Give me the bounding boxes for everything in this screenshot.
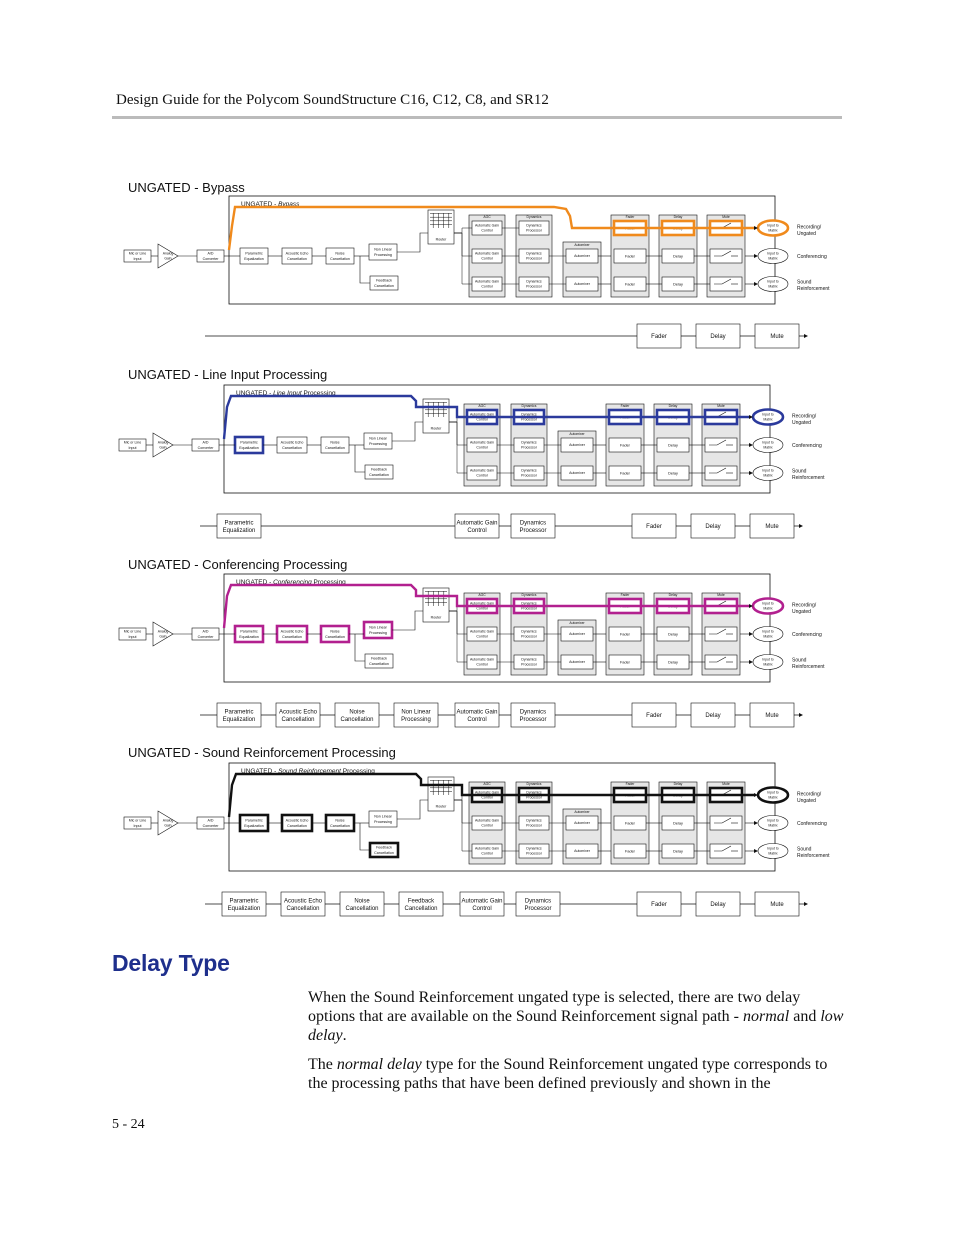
summary-block-label-line: Fader — [646, 713, 662, 720]
analog-gain-label-line: Gain — [164, 256, 172, 261]
ad-converter-block-label-line: A/D — [207, 818, 214, 823]
parametric-eq-block-label-line: Parametric — [245, 251, 263, 256]
feedback-block-label-line: Feedback — [376, 845, 392, 850]
agc-block-label-line: Control — [476, 662, 488, 667]
fader-block-label-line: Fader — [620, 443, 630, 448]
summary-block-label-line: Processor — [519, 716, 547, 723]
nonlinear-block-label-line: Processing — [374, 819, 392, 824]
summary-block-label-line: Cancellation — [286, 905, 320, 912]
acoustic-echo-block-label-line: Acoustic Echo — [280, 629, 304, 634]
dynamics-block-label-line: Processor — [521, 473, 537, 478]
summary-block-label-line: Control — [467, 527, 487, 534]
section-title-line-input: UNGATED - Line Input Processing — [128, 367, 328, 382]
input-to-matrix-label-line: Input to — [762, 412, 774, 417]
summary-block-label-line: Control — [467, 716, 487, 723]
summary-block-label-line: Cancellation — [345, 905, 379, 912]
feedback-block-label-line: Cancellation — [369, 472, 389, 477]
input-to-matrix-label-line: Matrix — [768, 284, 778, 289]
summary-block-label-line: Equalization — [222, 527, 256, 534]
mic-input-block-label-line: Mic or Line — [123, 629, 142, 634]
diagram-sound-reinforcement — [0, 755, 954, 920]
input-to-matrix-label-line: Matrix — [763, 445, 773, 450]
dynamics-header-line: Dynamics — [521, 404, 537, 409]
noise-cancellation-block-label-line: Cancellation — [325, 634, 345, 639]
diagram-caption: UNGATED - Conferencing Processing — [236, 579, 346, 586]
summary-block-label-line: Noise — [349, 709, 365, 716]
router-label-line: Router — [435, 237, 447, 242]
mic-input-block-label-line: Mic or Line — [128, 251, 147, 256]
ad-converter-block-label-line: A/D — [202, 629, 209, 634]
delay-block-label-line: Delay — [668, 443, 678, 448]
agc-block-label-line: Control — [481, 823, 493, 828]
summary-arrow — [804, 902, 808, 906]
nonlinear-block-label-line: Processing — [369, 441, 387, 446]
summary-block-label-line: Dynamics — [524, 898, 552, 905]
input-to-matrix-label-line: Input to — [762, 601, 774, 606]
diagram-caption: UNGATED - Line Input Processing — [236, 390, 336, 397]
router-label-line: Router — [435, 804, 447, 809]
feedback-block-label-line: Feedback — [376, 278, 392, 283]
summary-arrow — [799, 713, 803, 717]
delay-block-label-line: Delay — [673, 226, 683, 231]
mute-header-line: Mute — [722, 215, 730, 220]
analog-gain-label-line: Gain — [164, 823, 172, 828]
output-recording-line: Ungated — [797, 231, 816, 237]
input-to-matrix-label-line: Matrix — [763, 417, 773, 422]
output-sound-reinforcement-line: Reinforcement — [792, 664, 825, 670]
dynamics-block-label-line: Dynamics — [521, 440, 537, 445]
automixer-block-label-line: Automixer — [569, 660, 585, 665]
delay-header-line: Delay — [673, 782, 683, 787]
output-sound-reinforcement-line: Sound — [792, 468, 807, 475]
input-to-matrix-label-line: Input to — [767, 818, 779, 823]
agc-block-label-line: Control — [481, 851, 493, 856]
mute-header-line: Mute — [717, 404, 725, 409]
router-label-line: Router — [430, 426, 442, 431]
fader-block-label-line: Fader — [620, 632, 630, 637]
output-sound-reinforcement-line: Sound — [797, 846, 812, 853]
diagram-bypass — [0, 188, 954, 353]
agc-block-label-line: Automatic Gain — [475, 279, 499, 284]
fader-header-line: Fader — [620, 404, 630, 409]
agc-block-label-line: Automatic Gain — [470, 440, 494, 445]
summary-block-label-line: Control — [472, 905, 492, 912]
ad-converter-block-label-line: A/D — [202, 440, 209, 445]
summary-block-label-line: Noise — [354, 898, 370, 905]
summary-block-label-line: Automatic Gain — [456, 520, 498, 527]
summary-block-label-line: Fader — [651, 334, 667, 341]
analog-gain-label-line: Analog — [162, 251, 174, 256]
agc-header-line: AGC — [478, 593, 486, 598]
automixer-header-line: Automixer — [569, 621, 585, 626]
dynamics-block-label-line: Dynamics — [526, 223, 542, 228]
agc-block-label-line: Automatic Gain — [470, 468, 494, 473]
summary-block-label-line: Processor — [519, 527, 547, 534]
noise-cancellation-block-label-line: Cancellation — [325, 445, 345, 450]
summary-block-label-line: Mute — [765, 713, 779, 720]
delay-header-line: Delay — [673, 215, 683, 220]
input-to-matrix-label-line: Matrix — [768, 851, 778, 856]
automixer-block-label-line: Automixer — [574, 282, 590, 287]
output-sound-reinforcement-line: Reinforcement — [792, 475, 825, 481]
noise-cancellation-block-label-line: Cancellation — [330, 823, 350, 828]
summary-block-label-line: Mute — [765, 524, 779, 531]
paragraph-delay-options: When the Sound Reinforcement ungated type is selected, there are two delay options that are available on the Sound Reinforcement signal path - normal and low delay. — [308, 989, 844, 1044]
agc-block-label-line: Control — [476, 606, 488, 611]
section-title-sound-reinforcement: UNGATED - Sound Reinforcement Processing — [128, 745, 396, 760]
summary-block-label-line: Non Linear — [401, 709, 431, 716]
input-to-matrix-label-line: Input to — [767, 790, 779, 795]
router-label-line: Router — [430, 615, 442, 620]
agc-header-line: AGC — [478, 404, 486, 409]
input-to-matrix-label-line: Input to — [767, 251, 779, 256]
input-to-matrix-label-line: Matrix — [768, 228, 778, 233]
acoustic-echo-block-label-line: Cancellation — [282, 634, 302, 639]
dynamics-block-label-line: Processor — [521, 445, 537, 450]
fader-header-line: Fader — [625, 782, 635, 787]
output-conferencing-line: Conferencing — [792, 442, 822, 449]
feedback-block-label-line: Cancellation — [374, 283, 394, 288]
analog-gain-label-line: Gain — [159, 634, 167, 639]
ad-converter-block-label-line: Converter — [197, 445, 214, 450]
output-recording-line: Ungated — [792, 609, 811, 615]
nonlinear-block-label-line: Non Linear — [369, 436, 387, 441]
dynamics-block-label-line: Dynamics — [526, 790, 542, 795]
input-to-matrix-label-line: Matrix — [763, 662, 773, 667]
fader-block-label-line: Fader — [625, 849, 635, 854]
output-recording-line: Ungated — [792, 420, 811, 426]
summary-block-label-line: Fader — [646, 524, 662, 531]
input-to-matrix-label-line: Input to — [762, 468, 774, 473]
summary-block-label-line: Cancellation — [404, 905, 438, 912]
dynamics-block-label-line: Processor — [526, 795, 542, 800]
output-sound-reinforcement-line: Sound — [792, 657, 807, 664]
ad-converter-block-label-line: Converter — [197, 634, 214, 639]
output-recording-line: Recording/ — [797, 224, 822, 231]
summary-block-label-line: Equalization — [227, 905, 261, 912]
noise-cancellation-block-label-line: Noise — [330, 440, 340, 445]
parametric-eq-block-label-line: Equalization — [239, 445, 259, 450]
output-recording-line: Recording/ — [792, 602, 817, 609]
summary-block-label-line: Delay — [705, 524, 721, 531]
agc-block-label-line: Control — [481, 256, 493, 261]
output-conferencing-line: Conferencing — [792, 631, 822, 638]
agc-block-label-line: Automatic Gain — [470, 629, 494, 634]
nonlinear-block-label-line: Processing — [374, 252, 392, 257]
output-conferencing-line: Conferencing — [797, 253, 827, 260]
dynamics-block-label-line: Dynamics — [526, 279, 542, 284]
agc-block-label-line: Control — [481, 795, 493, 800]
dynamics-block-label-line: Processor — [526, 851, 542, 856]
output-sound-reinforcement-line: Sound — [797, 279, 812, 286]
feedback-block-label-line: Cancellation — [369, 661, 389, 666]
dynamics-block-label-line: Processor — [526, 256, 542, 261]
header-rule — [112, 116, 842, 119]
feedback-block-label-line: Feedback — [371, 467, 387, 472]
input-to-matrix-label-line: Input to — [762, 440, 774, 445]
summary-block-label-line: Cancellation — [281, 716, 315, 723]
summary-block-label-line: Feedback — [407, 898, 435, 905]
nonlinear-block-label-line: Non Linear — [374, 814, 392, 819]
automixer-header-line: Automixer — [574, 810, 590, 815]
output-recording-line: Recording/ — [792, 413, 817, 420]
acoustic-echo-block-label-line: Acoustic Echo — [285, 251, 309, 256]
automixer-block-label-line: Automixer — [569, 471, 585, 476]
agc-block-label-line: Control — [481, 228, 493, 233]
agc-block-label-line: Control — [476, 634, 488, 639]
delay-block-label-line: Delay — [668, 415, 678, 420]
acoustic-echo-block-label-line: Cancellation — [287, 256, 307, 261]
fader-block-label-line: Fader — [625, 254, 635, 259]
agc-block-label-line: Automatic Gain — [470, 412, 494, 417]
diagram-caption: UNGATED - Bypass — [241, 201, 300, 208]
dynamics-block-label-line: Processor — [526, 823, 542, 828]
input-to-matrix-label-line: Input to — [762, 657, 774, 662]
analog-gain-label-line: Analog — [157, 629, 169, 634]
diagram-conferencing — [0, 566, 954, 731]
dynamics-block-label-line: Processor — [526, 228, 542, 233]
dynamics-block-label-line: Dynamics — [521, 412, 537, 417]
fader-block-label-line: Fader — [620, 471, 630, 476]
fader-block-label-line: Fader — [625, 821, 635, 826]
acoustic-echo-block-label-line: Acoustic Echo — [280, 440, 304, 445]
summary-block-label-line: Delay — [710, 334, 726, 341]
mic-input-block-label-line: Input — [128, 445, 137, 450]
agc-header-line: AGC — [483, 782, 491, 787]
parametric-eq-block-label-line: Parametric — [245, 818, 263, 823]
automixer-header-line: Automixer — [574, 243, 590, 248]
input-to-matrix-label-line: Matrix — [768, 256, 778, 261]
parametric-eq-block-label-line: Parametric — [240, 629, 258, 634]
fader-block-label-line: Fader — [620, 415, 630, 420]
analog-gain-label-line: Gain — [159, 445, 167, 450]
mic-input-block-label-line: Mic or Line — [123, 440, 142, 445]
summary-block-label-line: Processing — [401, 716, 431, 723]
delay-block-label-line: Delay — [673, 821, 683, 826]
summary-block-label-line: Mute — [770, 334, 784, 341]
summary-block-label-line: Dynamics — [519, 709, 547, 716]
ad-converter-block-label-line: Converter — [202, 256, 219, 261]
feedback-block-label-line: Cancellation — [374, 850, 394, 855]
parametric-eq-block-label-line: Parametric — [240, 440, 258, 445]
summary-block-label-line: Parametric — [224, 709, 254, 716]
mic-input-block-label-line: Input — [128, 634, 137, 639]
automixer-block-label-line: Automixer — [574, 849, 590, 854]
analog-gain-label-line: Analog — [157, 440, 169, 445]
input-to-matrix-label-line: Input to — [767, 223, 779, 228]
parametric-eq-block-label-line: Equalization — [244, 256, 264, 261]
agc-block-label-line: Automatic Gain — [475, 790, 499, 795]
mic-input-block-label-line: Input — [133, 823, 142, 828]
output-conferencing-line: Conferencing — [797, 820, 827, 827]
output-sound-reinforcement-line: Reinforcement — [797, 853, 830, 859]
fader-block-label-line: Fader — [625, 226, 635, 231]
summary-block-label-line: Mute — [770, 902, 784, 909]
mute-header-line: Mute — [717, 593, 725, 598]
summary-block-label-line: Equalization — [222, 716, 256, 723]
dynamics-block-label-line: Dynamics — [521, 629, 537, 634]
agc-block-label-line: Automatic Gain — [475, 846, 499, 851]
summary-arrow — [804, 334, 808, 338]
fader-block-label-line: Fader — [620, 604, 630, 609]
mute-header-line: Mute — [722, 782, 730, 787]
summary-block-label-line: Acoustic Echo — [278, 709, 318, 716]
agc-block-label-line: Automatic Gain — [475, 223, 499, 228]
dynamics-header-line: Dynamics — [526, 215, 542, 220]
automixer-block-label-line: Automixer — [574, 821, 590, 826]
input-to-matrix-label-line: Matrix — [768, 823, 778, 828]
summary-block-label-line: Acoustic Echo — [283, 898, 323, 905]
input-to-matrix-label-line: Input to — [767, 279, 779, 284]
delay-block-label-line: Delay — [668, 660, 678, 665]
summary-block-label-line: Delay — [710, 902, 726, 909]
fader-block-label-line: Fader — [625, 793, 635, 798]
fader-header-line: Fader — [625, 215, 635, 220]
delay-block-label-line: Delay — [673, 849, 683, 854]
page-number: 5 - 24 — [112, 1117, 145, 1132]
automixer-block-label-line: Automixer — [574, 254, 590, 259]
delay-block-label-line: Delay — [668, 471, 678, 476]
automixer-header-line: Automixer — [569, 432, 585, 437]
agc-header-line: AGC — [483, 215, 491, 220]
agc-block-label-line: Automatic Gain — [475, 251, 499, 256]
mic-input-block-label-line: Input — [133, 256, 142, 261]
ad-converter-block-label-line: A/D — [207, 251, 214, 256]
agc-block-label-line: Control — [481, 284, 493, 289]
noise-cancellation-block-label-line: Noise — [330, 629, 340, 634]
delay-block-label-line: Delay — [668, 632, 678, 637]
noise-cancellation-block-label-line: Noise — [335, 251, 345, 256]
noise-cancellation-block-label-line: Cancellation — [330, 256, 350, 261]
mic-input-block-label-line: Mic or Line — [128, 818, 147, 823]
section-title-conferencing: UNGATED - Conferencing Processing — [128, 557, 348, 572]
analog-gain-label-line: Analog — [162, 818, 174, 823]
dynamics-block-label-line: Processor — [521, 662, 537, 667]
summary-block-label-line: Cancellation — [340, 716, 374, 723]
delay-block-label-line: Delay — [673, 793, 683, 798]
summary-block-label-line: Fader — [651, 902, 667, 909]
fader-header-line: Fader — [620, 593, 630, 598]
fader-block-label-line: Fader — [620, 660, 630, 665]
acoustic-echo-block-label-line: Cancellation — [287, 823, 307, 828]
input-to-matrix-label-line: Matrix — [763, 606, 773, 611]
dynamics-block-label-line: Processor — [526, 284, 542, 289]
output-recording-line: Ungated — [797, 798, 816, 804]
automixer-block-label-line: Automixer — [569, 632, 585, 637]
delay-block-label-line: Delay — [673, 282, 683, 287]
summary-block-label-line: Parametric — [224, 520, 254, 527]
acoustic-echo-block-label-line: Cancellation — [282, 445, 302, 450]
diagram-caption: UNGATED - Sound Reinforcement Processing — [241, 768, 375, 775]
agc-block-label-line: Control — [476, 445, 488, 450]
diagram-line-input — [0, 377, 954, 542]
noise-cancellation-block-label-line: Noise — [335, 818, 345, 823]
dynamics-block-label-line: Dynamics — [521, 468, 537, 473]
input-to-matrix-label-line: Matrix — [763, 473, 773, 478]
summary-block-label-line: Automatic Gain — [461, 898, 503, 905]
dynamics-block-label-line: Dynamics — [521, 601, 537, 606]
section-title-bypass: UNGATED - Bypass — [128, 180, 245, 195]
input-to-matrix-label-line: Matrix — [763, 634, 773, 639]
paragraph-normal-delay: The normal delay type for the Sound Reinforcement ungated type corresponds to the processing paths that have been defined previously and shown in the — [308, 1056, 828, 1092]
feedback-block-label-line: Feedback — [371, 656, 387, 661]
parametric-eq-block-label-line: Equalization — [244, 823, 264, 828]
output-recording-line: Recording/ — [797, 791, 822, 798]
input-to-matrix-label-line: Input to — [767, 846, 779, 851]
output-sound-reinforcement-line: Reinforcement — [797, 286, 830, 292]
agc-block-label-line: Automatic Gain — [470, 657, 494, 662]
agc-block-label-line: Control — [476, 417, 488, 422]
parametric-eq-block-label-line: Equalization — [239, 634, 259, 639]
delay-header-line: Delay — [668, 404, 678, 409]
running-header: Design Guide for the Polycom SoundStructure C16, C12, C8, and SR12 — [116, 92, 549, 108]
summary-arrow — [799, 524, 803, 528]
nonlinear-block-label-line: Non Linear — [374, 247, 392, 252]
input-to-matrix-label-line: Matrix — [768, 795, 778, 800]
input-to-matrix-label-line: Input to — [762, 629, 774, 634]
dynamics-block-label-line: Dynamics — [526, 846, 542, 851]
nonlinear-block-label-line: Processing — [369, 630, 387, 635]
delay-block-label-line: Delay — [668, 604, 678, 609]
automixer-block-label-line: Automixer — [569, 443, 585, 448]
summary-block-label-line: Automatic Gain — [456, 709, 498, 716]
dynamics-block-label-line: Processor — [521, 417, 537, 422]
agc-block-label-line: Control — [476, 473, 488, 478]
ad-converter-block-label-line: Converter — [202, 823, 219, 828]
delay-block-label-line: Delay — [673, 254, 683, 259]
summary-block-label-line: Delay — [705, 713, 721, 720]
summary-block-label-line: Processor — [524, 905, 552, 912]
dynamics-header-line: Dynamics — [521, 593, 537, 598]
agc-block-label-line: Automatic Gain — [470, 601, 494, 606]
dynamics-block-label-line: Processor — [521, 634, 537, 639]
summary-block-label-line: Parametric — [229, 898, 259, 905]
nonlinear-block-label-line: Non Linear — [369, 625, 387, 630]
dynamics-block-label-line: Dynamics — [521, 657, 537, 662]
dynamics-block-label-line: Dynamics — [526, 251, 542, 256]
section-heading-delay-type: Delay Type — [112, 950, 230, 976]
dynamics-block-label-line: Processor — [521, 606, 537, 611]
fader-block-label-line: Fader — [625, 282, 635, 287]
delay-header-line: Delay — [668, 593, 678, 598]
agc-block-label-line: Automatic Gain — [475, 818, 499, 823]
dynamics-header-line: Dynamics — [526, 782, 542, 787]
dynamics-block-label-line: Dynamics — [526, 818, 542, 823]
summary-block-label-line: Dynamics — [519, 520, 547, 527]
acoustic-echo-block-label-line: Acoustic Echo — [285, 818, 309, 823]
